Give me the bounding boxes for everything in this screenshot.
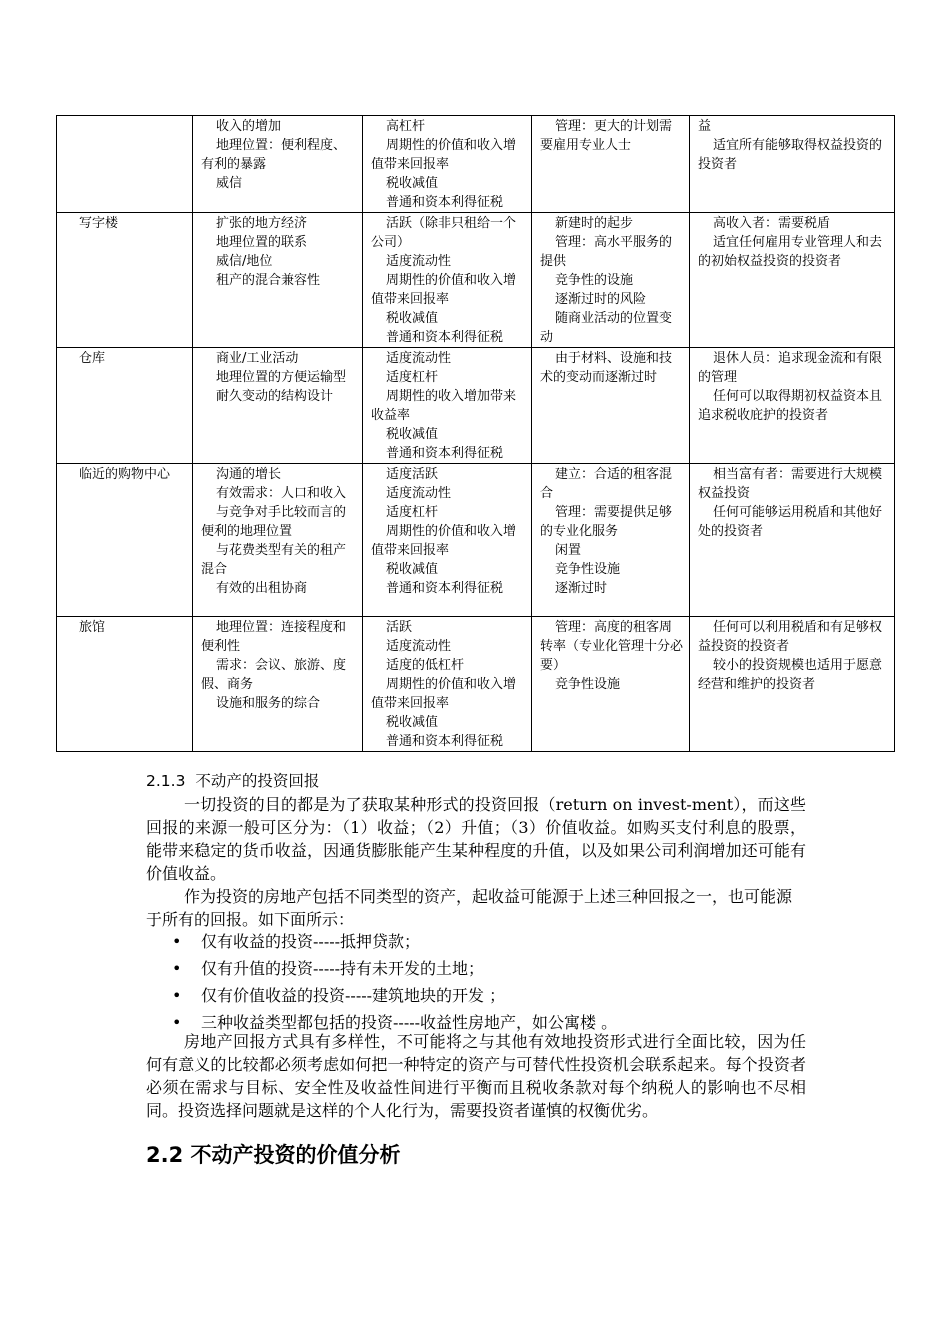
list-item bbox=[146, 984, 617, 1011]
section-title: 不动产投资的价值分析 bbox=[190, 1143, 401, 1167]
list-item bbox=[146, 930, 617, 957]
features-cell bbox=[363, 464, 532, 617]
cell-line: 管理：更大的计划需要雇用专业人士 bbox=[540, 119, 673, 153]
section-2-1-3-heading bbox=[146, 769, 319, 791]
cell-line: 活跃（除非只租给一个公司） bbox=[371, 216, 517, 250]
paragraph-asset-types: 作为投资的房地产包括不同类型的资产，起收益可能源于上述三种回报之一，也可能源于所有的回报。如下面所示： bbox=[146, 887, 793, 929]
cell-line: 普通和资本利得征税 bbox=[386, 734, 504, 749]
property-type-cell bbox=[57, 116, 193, 213]
cell-line: 设施和服务的综合 bbox=[216, 696, 321, 711]
cell-line: 相当富有者：需要进行大规模权益投资 bbox=[698, 467, 883, 501]
cell-line: 地理位置的方便运输型 bbox=[216, 370, 347, 385]
investors-cell bbox=[690, 464, 895, 617]
cell-line: 周期性的价值和收入增值带来回报率 bbox=[371, 273, 517, 307]
cell-line: 管理：高水平服务的提供 bbox=[540, 235, 673, 269]
bullet-icon: • bbox=[172, 986, 182, 1005]
features-cell bbox=[363, 213, 532, 348]
features-cell bbox=[363, 617, 532, 752]
cell-line: 与竞争对手比较而言的便利的地理位置 bbox=[201, 505, 347, 539]
property-type-cell: 旅馆 bbox=[57, 617, 193, 752]
cell-line: 随商业活动的位置变动 bbox=[540, 311, 673, 345]
cell-line: 税收减值 bbox=[386, 562, 439, 577]
cell-line: 适度流动性 bbox=[386, 351, 452, 366]
cell-line: 周期性的收入增加带来收益率 bbox=[371, 389, 517, 423]
factors-cell bbox=[193, 116, 363, 213]
cell-line: 地理位置：便利程度、有利的暴露 bbox=[201, 138, 347, 172]
cell-line: 有效的出租协商 bbox=[216, 581, 308, 596]
cell-line: 商业/工业活动 bbox=[216, 351, 299, 366]
factors-cell bbox=[193, 213, 363, 348]
cell-line: 适度活跃 bbox=[386, 467, 439, 482]
risks-cell bbox=[532, 617, 690, 752]
cell-line: 收入的增加 bbox=[216, 119, 282, 134]
cell-line: 租产的混合兼容性 bbox=[216, 273, 321, 288]
cell-line: 任何可能够运用税盾和其他好处的投资者 bbox=[698, 505, 883, 539]
cell-line: 普通和资本利得征税 bbox=[386, 195, 504, 210]
cell-line: 任何可以利用税盾和有足够权益投资的投资者 bbox=[698, 620, 883, 654]
cell-line: 周期性的价值和收入增值带来回报率 bbox=[371, 524, 517, 558]
cell-line: 与花费类型有关的租产混合 bbox=[201, 543, 347, 577]
table-row bbox=[57, 348, 895, 464]
paragraph-comparison: 房地产回报方式具有多样性，不可能将之与其他有效地投资形式进行全面比较，因为任何有意义的比较都必须考虑如何把一种特定的资产与可替代性投资机会联系起来。每个投资者必须在需求与目标、安全性及收益性间进行平衡而且税收条款对每个纳税人的影响也不尽相同。投资选择问题就是这样的个人化行为，需要投资者谨慎的权衡优劣。 bbox=[146, 1032, 806, 1120]
cell-line: 普通和资本利得征税 bbox=[386, 330, 504, 345]
cell-line: 退休人员：追求现金流和有限的管理 bbox=[698, 351, 883, 385]
cell-line: 闲置 bbox=[555, 543, 582, 558]
features-cell bbox=[363, 116, 532, 213]
table-row bbox=[57, 617, 895, 752]
return-type-list bbox=[146, 930, 617, 1038]
cell-line: 适度流动性 bbox=[386, 254, 452, 269]
cell-line: 管理：高度的租客周转率（专业化管理十分必要） bbox=[540, 620, 684, 673]
cell-line: 任何可以取得期初权益资本且追求税收庇护的投资者 bbox=[698, 389, 883, 423]
property-type-table bbox=[56, 115, 895, 752]
property-type-cell: 写字楼 bbox=[57, 213, 193, 348]
cell-line: 周期性的价值和收入增值带来回报率 bbox=[371, 138, 517, 172]
cell-line: 逐渐过时的风险 bbox=[555, 292, 647, 307]
cell-line: 税收减值 bbox=[386, 311, 439, 326]
section-title: 不动产的投资回报 bbox=[195, 772, 320, 790]
section-number: 2.2 bbox=[146, 1143, 184, 1167]
investors-cell bbox=[690, 213, 895, 348]
bullet-icon: • bbox=[172, 932, 182, 951]
cell-line: 适度流动性 bbox=[386, 639, 452, 654]
cell-line: 适宜任何雇用专业管理人和去的初始权益投资的投资者 bbox=[698, 235, 883, 269]
paragraph-investment-return: 一切投资的目的都是为了获取某种形式的投资回报（return on invest-ment），而这些回报的来源一般可区分为：（1）收益；（2）升值；（3）价值收益。如购买支付利息的股票，能带来稳定的货币收益，因通货膨胀能产生某种程度的升值，以及如果公司利润增加还可能有价值收益。 bbox=[146, 795, 806, 883]
factors-cell bbox=[193, 617, 363, 752]
cell-line: 竞争性设施 bbox=[555, 677, 621, 692]
cell-line: 适度流动性 bbox=[386, 486, 452, 501]
cell-line: 有效需求：人口和收入 bbox=[216, 486, 347, 501]
cell-line: 威信 bbox=[216, 176, 243, 191]
section-number: 2.1.3 bbox=[146, 772, 186, 790]
cell-line: 税收减值 bbox=[386, 176, 439, 191]
features-cell bbox=[363, 348, 532, 464]
cell-line: 新建时的起步 bbox=[555, 216, 634, 231]
list-item bbox=[146, 957, 617, 984]
cell-line: 竞争性的设施 bbox=[555, 273, 634, 288]
cell-line: 竞争性设施 bbox=[555, 562, 621, 577]
cell-line: 需求：会议、旅游、度假、商务 bbox=[201, 658, 347, 692]
cell-line: 活跃 bbox=[386, 620, 413, 635]
cell-line: 高收入者：需要税盾 bbox=[713, 216, 831, 231]
cell-line: 地理位置：连接程度和便利性 bbox=[201, 620, 347, 654]
risks-cell bbox=[532, 213, 690, 348]
cell-line: 沟通的增长 bbox=[216, 467, 282, 482]
factors-cell bbox=[193, 348, 363, 464]
investors-cell bbox=[690, 617, 895, 752]
table-body bbox=[57, 116, 895, 752]
list-item-text: 仅有价值收益的投资-----建筑地块的开发 ； bbox=[201, 986, 506, 1005]
factors-cell bbox=[193, 464, 363, 617]
section-2-2-heading bbox=[146, 1139, 401, 1169]
cell-line: 耐久变动的结构设计 bbox=[216, 389, 334, 404]
risks-cell bbox=[532, 348, 690, 464]
cell-line: 较小的投资规模也适用于愿意经营和维护的投资者 bbox=[698, 658, 883, 692]
list-item-text: 仅有升值的投资-----持有未开发的土地； bbox=[201, 959, 485, 978]
cell-line: 适度杠杆 bbox=[386, 370, 439, 385]
table-row bbox=[57, 464, 895, 617]
investors-cell bbox=[690, 348, 895, 464]
property-type-cell: 仓库 bbox=[57, 348, 193, 464]
risks-cell bbox=[532, 464, 690, 617]
cell-line: 地理位置的联系 bbox=[216, 235, 308, 250]
cell-line: 扩张的地方经济 bbox=[216, 216, 308, 231]
list-item-text: 三种收益类型都包括的投资-----收益性房地产，如公寓楼 。 bbox=[201, 1013, 618, 1032]
table-row bbox=[57, 116, 895, 213]
cell-line: 高杠杆 bbox=[386, 119, 426, 134]
risks-cell bbox=[532, 116, 690, 213]
cell-line: 税收减值 bbox=[386, 427, 439, 442]
cell-line: 适度杠杆 bbox=[386, 505, 439, 520]
cell-line: 管理：需要提供足够的专业化服务 bbox=[540, 505, 673, 539]
cell-line: 周期性的价值和收入增值带来回报率 bbox=[371, 677, 517, 711]
cell-line: 适宜所有能够取得权益投资的投资者 bbox=[698, 138, 883, 172]
investors-cell bbox=[690, 116, 895, 213]
cell-line: 由于材料、设施和技术的变动而逐渐过时 bbox=[540, 351, 673, 385]
cell-line: 适度的低杠杆 bbox=[386, 658, 465, 673]
bullet-icon: • bbox=[172, 959, 182, 978]
cell-line: 普通和资本利得征税 bbox=[386, 446, 504, 461]
table-row bbox=[57, 213, 895, 348]
bullet-icon: • bbox=[172, 1013, 182, 1032]
cell-line: 普通和资本利得征税 bbox=[386, 581, 504, 596]
cell-line: 逐渐过时 bbox=[555, 581, 608, 596]
property-type-cell: 临近的购物中心 bbox=[57, 464, 193, 617]
cell-line: 威信/地位 bbox=[216, 254, 273, 269]
list-item-text: 仅有收益的投资-----抵押贷款； bbox=[201, 932, 421, 951]
cell-line: 益 bbox=[698, 119, 712, 134]
cell-line: 建立：合适的租客混合 bbox=[540, 467, 673, 501]
cell-line: 税收减值 bbox=[386, 715, 439, 730]
